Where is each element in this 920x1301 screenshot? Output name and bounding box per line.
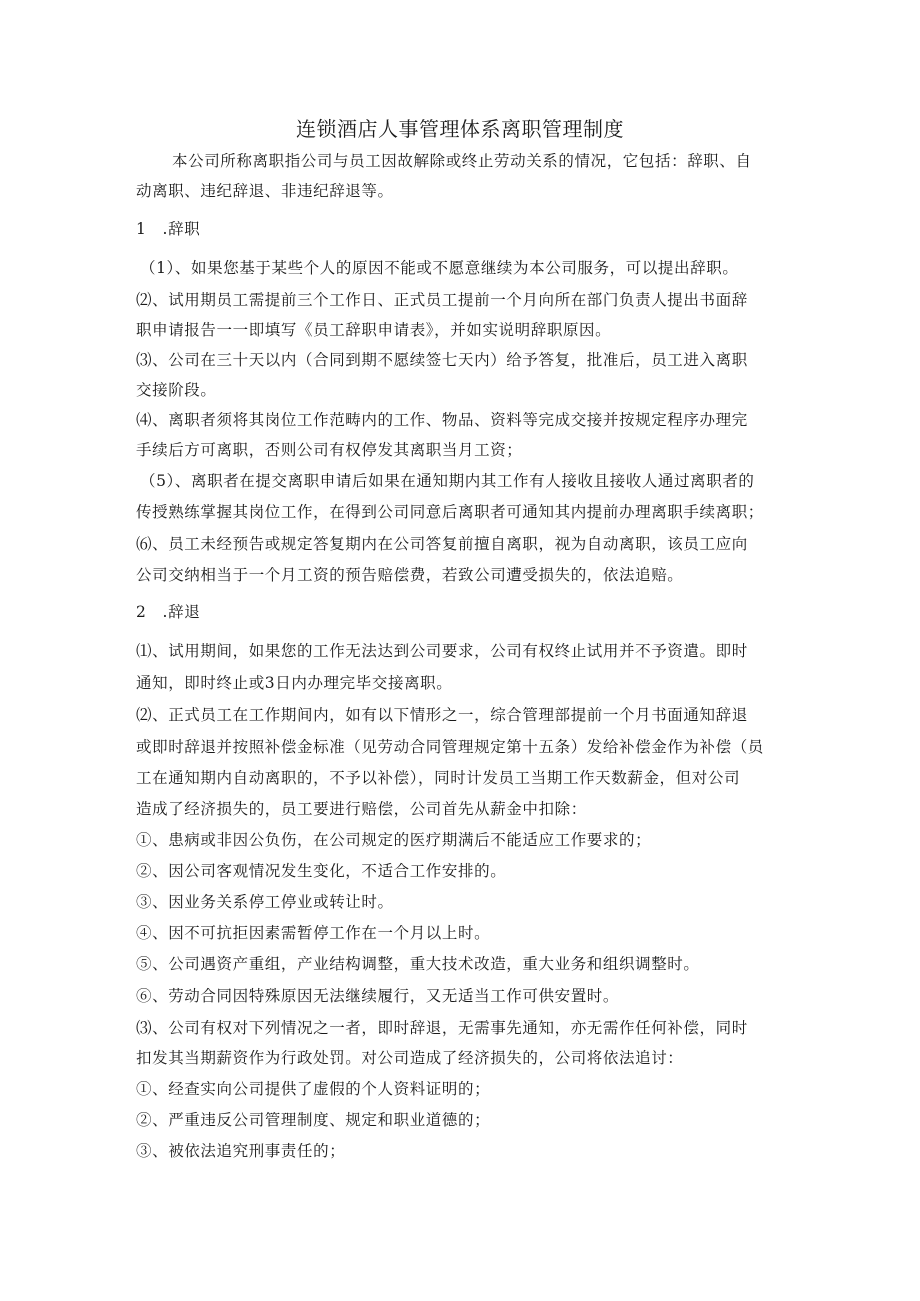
paragraph-line: 造成了经济损失的，员工要进行赔偿，公司首先从薪金中扣除：: [136, 800, 587, 818]
paragraph-line: ⑴、试用期间，如果您的工作无法达到公司要求，公司有权终止试用并不予资遣。即时: [136, 642, 748, 660]
list-item: ②、严重违反公司管理制度、规定和职业道德的；: [136, 1111, 491, 1129]
paragraph-line: ⑷、离职者须将其岗位工作范畴内的工作、物品、资料等完成交接并按规定程序办理完: [136, 411, 748, 429]
paragraph-line: 手续后方可离职，否则公司有权停发其离职当月工资；: [136, 441, 523, 459]
list-item: ④、因不可抗拒因素需暂停工作在一个月以上时。: [136, 924, 491, 942]
paragraph-line: 动离职、违纪辞退、非违纪辞退等。: [136, 182, 394, 200]
paragraph-line: （1）、如果您基于某些个人的原因不能或不愿意继续为本公司服务，可以提出辞职。: [140, 259, 739, 277]
paragraph-line: （5）、离职者在提交离职申请后如果在通知期内其工作有人接收且接收人通过离职者的: [140, 472, 755, 490]
paragraph-line: 通知，即时终止或3日内办理完毕交接离职。: [136, 674, 453, 692]
list-item: ①、经查实向公司提供了虚假的个人资料证明的；: [136, 1080, 491, 1098]
paragraph-line: ⑵、正式员工在工作期间内，如有以下情形之一，综合管理部提前一个月书面通知辞退: [136, 706, 748, 724]
list-item: ③、因业务关系停工停业或转让时。: [136, 893, 394, 911]
list-item: ①、患病或非因公负伤，在公司规定的医疗期满后不能适应工作要求的；: [136, 831, 652, 849]
paragraph-line: 本公司所称离职指公司与员工因故解除或终止劳动关系的情况，它包括：辞职、自: [172, 152, 752, 170]
paragraph-line: 职申请报告一一即填写《员工辞职申请表》，并如实说明辞职原因。: [136, 321, 612, 339]
paragraph-line: 传授熟练掌握其岗位工作，在得到公司同意后离职者可通知其内提前办理离职手续离职；: [136, 503, 764, 521]
paragraph-line: ⑶、公司有权对下列情况之一者，即时辞退，无需事先通知，亦无需作任何补偿，同时: [136, 1019, 748, 1037]
paragraph-line: ⑵、试用期员工需提前三个工作日、正式员工提前一个月向所在部门负责人提出书面辞: [136, 291, 748, 309]
section-heading: 1 .辞职: [136, 220, 201, 238]
paragraph-line: 扣发其当期薪资作为行政处罚。对公司造成了经济损失的，公司将依法追讨：: [136, 1049, 684, 1067]
list-item: ③、被依法追究刑事责任的；: [136, 1142, 346, 1160]
paragraph-line: 交接阶段。: [136, 381, 217, 399]
paragraph-line: ⑶、公司在三十天以内（合同到期不愿续签七天内）给予答复，批准后，员工进入离职: [136, 351, 748, 369]
document-title: 连锁酒店人事管理体系离职管理制度: [296, 117, 624, 141]
paragraph-line: 工在通知期内自动离职的，不予以补偿），同时计发员工当期工作天数薪金，但对公司: [136, 769, 741, 787]
list-item: ②、因公司客观情况发生变化，不适合工作安排的。: [136, 862, 507, 880]
list-item: ⑤、公司遇资产重组，产业结构调整，重大技术改造，重大业务和组织调整时。: [136, 955, 700, 973]
paragraph-line: 公司交纳相当于一个月工资的预告赔偿费，若致公司遭受损失的，依法追赔。: [136, 566, 684, 584]
section-heading: 2 .辞退: [136, 603, 201, 621]
paragraph-line: 或即时辞退并按照补偿金标准（见劳动合同管理规定第十五条）发给补偿金作为补偿（员: [136, 738, 764, 756]
paragraph-line: ⑹、员工未经预告或规定答复期内在公司答复前擅自离职，视为自动离职，该员工应向: [136, 535, 748, 553]
list-item: ⑥、劳动合同因特殊原因无法继续履行，又无适当工作可供安置时。: [136, 987, 620, 1005]
